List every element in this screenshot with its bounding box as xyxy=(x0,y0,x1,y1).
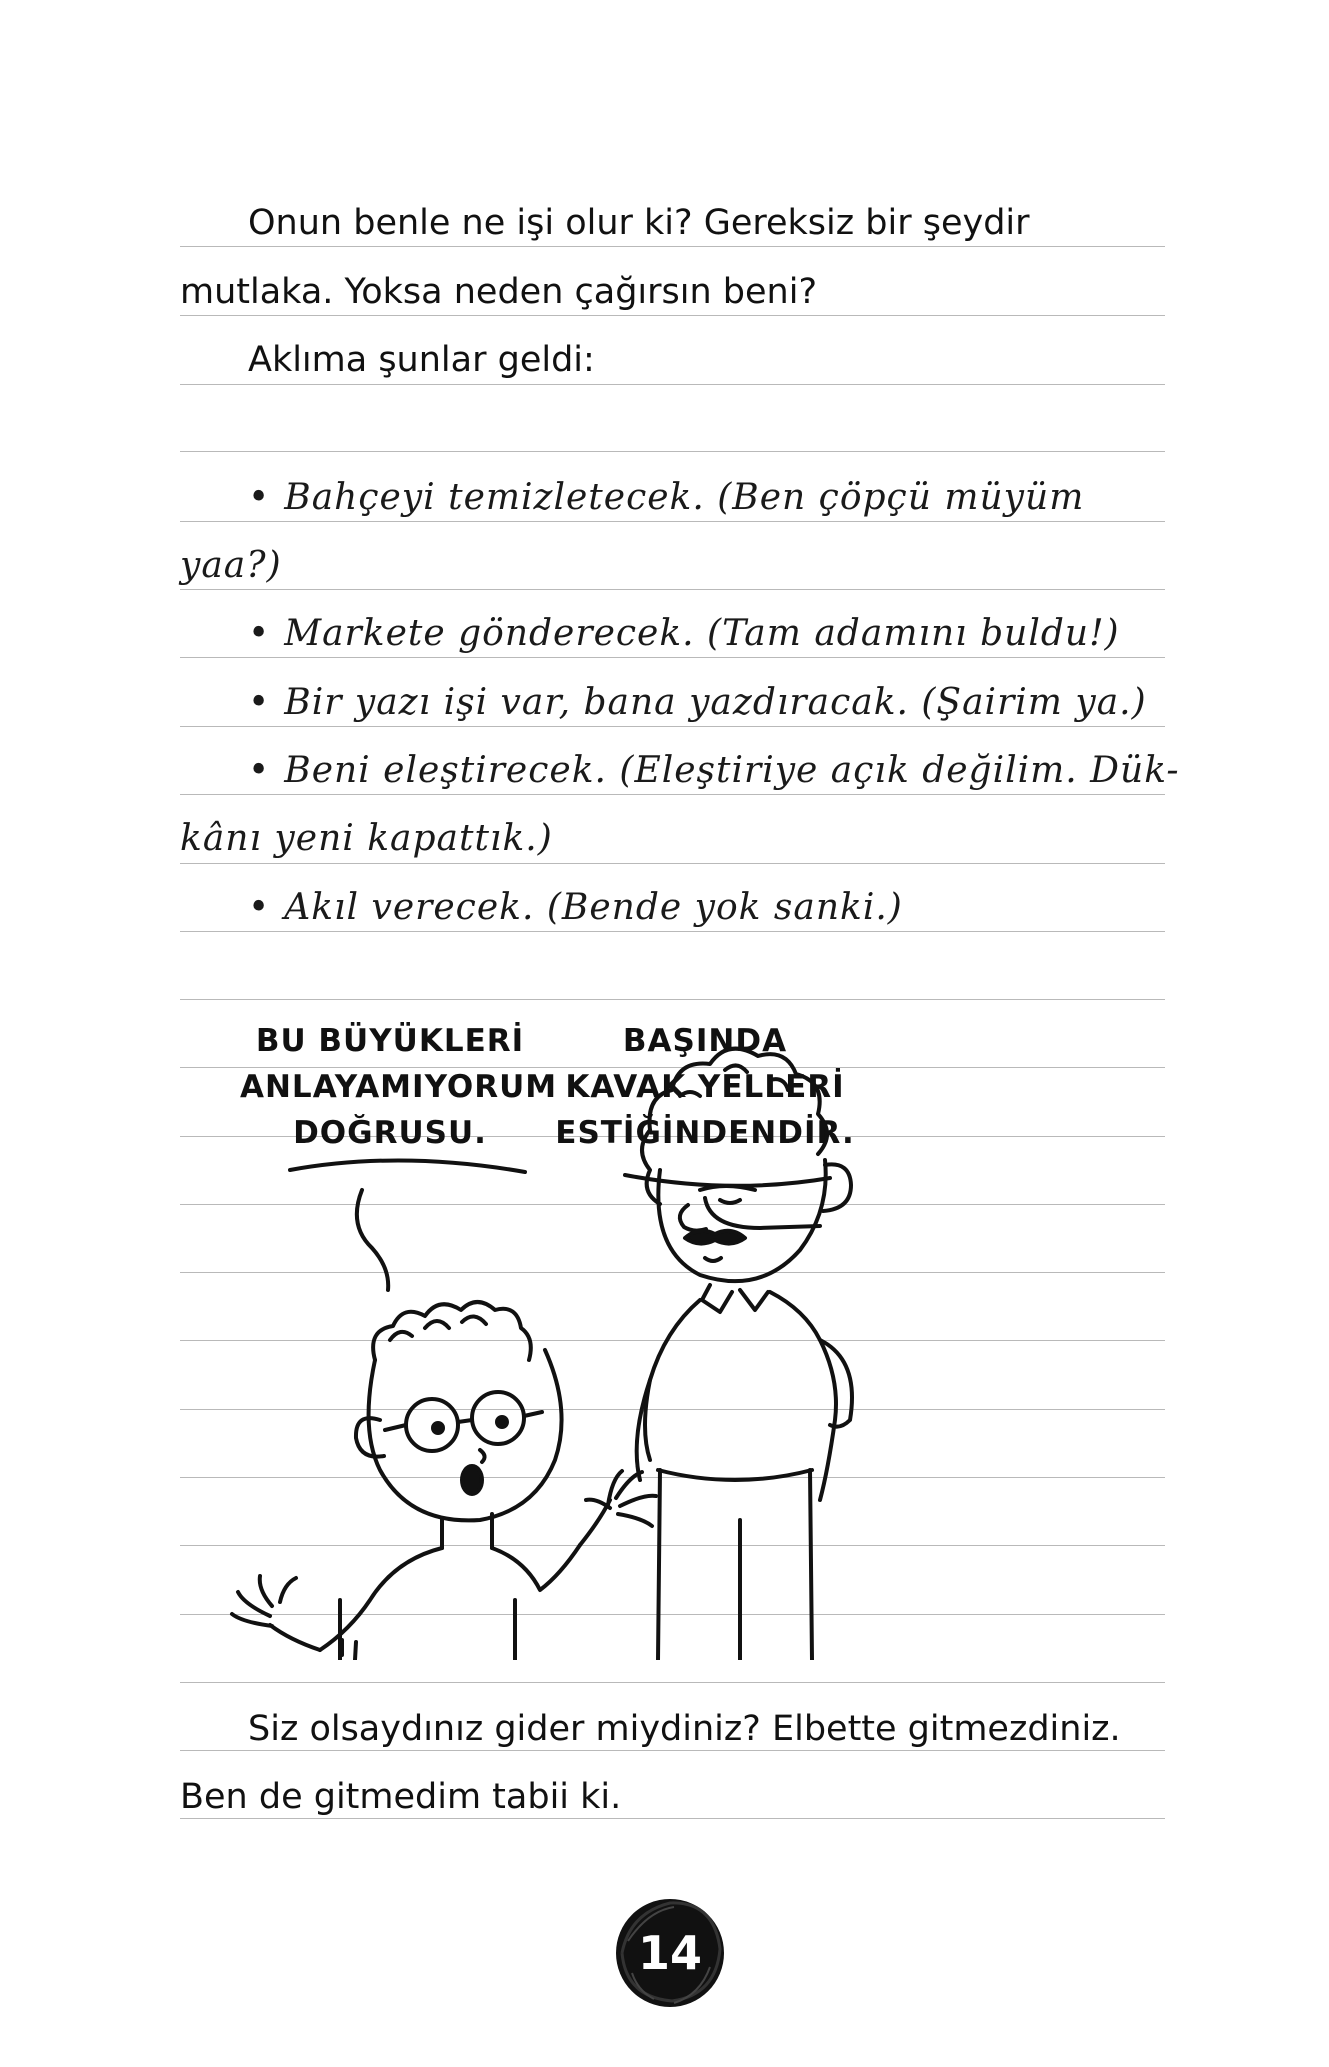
bullet-icon: • xyxy=(248,613,271,654)
man-figure xyxy=(637,1049,852,1660)
list-item-continuation: yaa?) xyxy=(180,545,282,586)
page-number: 14 xyxy=(637,1926,702,1980)
list-item-text: Bahçeyi temizletecek. (Ben çöpçü müyüm xyxy=(284,477,1085,518)
boy-figure xyxy=(232,1302,656,1660)
ruled-line xyxy=(180,1682,1165,1683)
ruled-line xyxy=(180,931,1165,932)
page-number-badge xyxy=(612,1895,728,2011)
bullet-icon: • xyxy=(248,682,271,723)
ruled-line xyxy=(180,246,1165,247)
speech-line: ESTİĞİNDENDİR. xyxy=(555,1115,855,1151)
ruled-line xyxy=(180,451,1165,452)
list-item xyxy=(180,614,1233,654)
ruled-line xyxy=(180,863,1165,864)
body-text-line: Aklıma şunlar geldi: xyxy=(248,340,595,380)
list-item xyxy=(180,478,1233,518)
body-text-line: Siz olsaydınız gider miydiniz? Elbette gitmezdiniz. xyxy=(248,1709,1121,1749)
cartoon-illustration xyxy=(180,1000,1110,1660)
body-text-line: mutlaka. Yoksa neden çağırsın beni? xyxy=(180,272,818,312)
list-item xyxy=(180,751,1233,791)
list-item xyxy=(180,683,1233,723)
list-item-text: Beni eleştirecek. (Eleştiriye açık değilim. Dük- xyxy=(284,750,1180,791)
speech-tail-line-boy xyxy=(290,1160,525,1172)
ruled-line xyxy=(180,521,1165,522)
speech-line: BAŞINDA xyxy=(622,1023,788,1059)
speech-line: DOĞRUSU. xyxy=(293,1115,487,1151)
ruled-line xyxy=(180,726,1165,727)
ruled-line xyxy=(180,794,1165,795)
list-item-text: Markete gönderecek. (Tam adamını buldu!) xyxy=(284,613,1120,654)
body-text-line: Onun benle ne işi olur ki? Gereksiz bir şeydir xyxy=(248,203,1030,243)
bullet-icon: • xyxy=(248,887,271,928)
speech-line: KAVAK YELLERİ xyxy=(565,1069,845,1105)
speech-line: ANLAYAMIYORUM xyxy=(240,1069,558,1105)
ruled-line xyxy=(180,315,1165,316)
ruled-line xyxy=(180,384,1165,385)
speech-tail-boy xyxy=(357,1190,388,1290)
list-item-continuation: kânı yeni kapattık.) xyxy=(180,818,553,859)
speech-line: BU BÜYÜKLERİ xyxy=(255,1023,525,1059)
ruled-line xyxy=(180,1750,1165,1751)
list-item xyxy=(180,888,1233,928)
list-item-text: Akıl verecek. (Bende yok sanki.) xyxy=(284,887,903,928)
ruled-line xyxy=(180,589,1165,590)
list-item-text: Bir yazı işi var, bana yazdıracak. (Şairim ya.) xyxy=(284,682,1147,723)
body-text-line: Ben de gitmedim tabii ki. xyxy=(180,1777,622,1817)
ruled-line xyxy=(180,657,1165,658)
bullet-icon: • xyxy=(248,477,271,518)
ruled-line xyxy=(180,1818,1165,1819)
bullet-icon: • xyxy=(248,750,271,791)
